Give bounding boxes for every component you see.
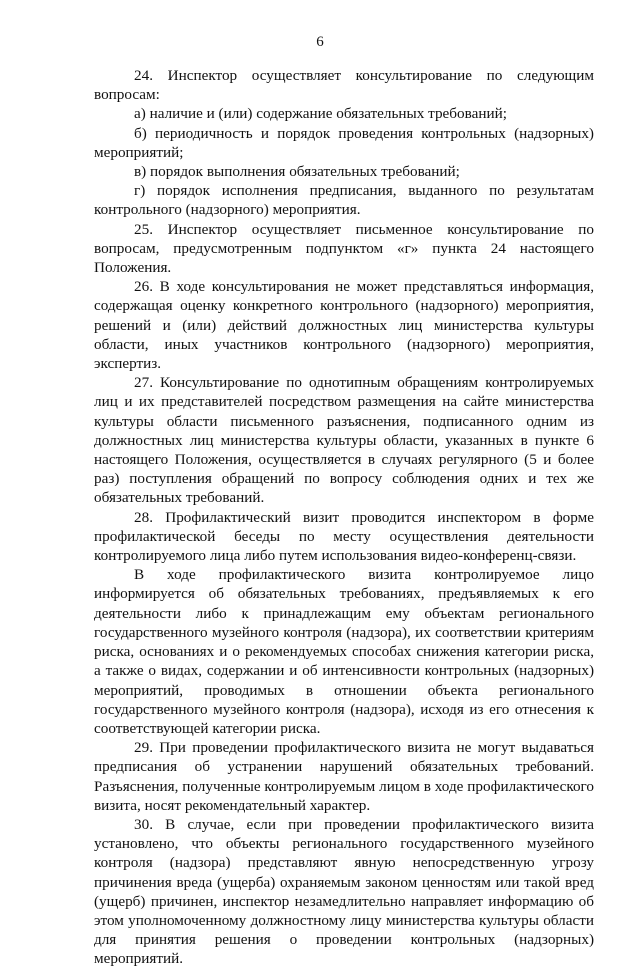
paragraph-26: 26. В ходе консультирования не может представляться информация, содержащая оценку конкретного контрольного (надзорного) мероприятия, решений и (или) действий должностных лиц министерства культуры области, иных участников контрольного (надзорного) мероприятия, экспертиз.	[94, 278, 594, 373]
paragraph-28-continued: В ходе профилактического визита контролируемое лицо информируется об обязательных требованиях, предъявляемых к его деятельности либо к принадлежащим ему объектам регионального государственного музейного контроля (надзора), их соответствии критериям риска, основаниях и о рекомендуемых способах снижения категории риска, а также о видах, содержании и об интенсивности контрольных (надзорных) мероприятий, проводимых в отношении объекта регионального государственного музейного контроля (надзора), исходя из его отнесения к соответствующей категории риска.	[94, 566, 594, 737]
paragraph-28: 28. Профилактический визит проводится инспектором в форме профилактической беседы по месту осуществления деятельности контролируемого лица либо путем использования видео-конференц-связи.	[94, 508, 594, 565]
paragraph-24a: а) наличие и (или) содержание обязательных требований;	[134, 105, 507, 123]
paragraph-24v: в) порядок выполнения обязательных требований;	[134, 163, 460, 181]
paragraph-30: 30. В случае, если при проведении профилактического визита установлено, что объекты регионального государственного музейного контроля (надзора) представляют явную непосредственную угрозу причинения вреда (ущерба) охраняемым законом ценностям или такой вред (ущерб) причинен, инспектор незамедлительно направляет информацию об этом уполномоченному должностному лицу министерства культуры области для принятия решения о проведении контрольных (надзорных) мероприятий.	[94, 815, 594, 968]
paragraph-27: 27. Консультирование по однотипным обращениям контролируемых лиц и их представителей посредством размещения на сайте министерства культуры области письменного разъяснения, подписанного одним из должностных лиц министерства культуры области, указанных в пункте 6 настоящего Положения, осуществляется в случаях регулярного (5 и более раз) поступления обращений по вопросу соблюдения одних и тех же обязательных требований.	[94, 374, 594, 507]
paragraph-29: 29. При проведении профилактического визита не могут выдаваться предписания об устранении нарушений обязательных требований. Разъяснения, полученные контролируемым лицом в ходе профилактического визита, носят рекомендательный характер.	[94, 739, 594, 814]
paragraph-24g: г) порядок исполнения предписания, выданного по результатам контрольного (надзорного) мероприятия.	[94, 182, 594, 219]
paragraph-24b: б) периодичность и порядок проведения контрольных (надзорных) мероприятий;	[94, 124, 594, 161]
paragraph-24: 24. Инспектор осуществляет консультирование по следующим вопросам:	[94, 67, 594, 104]
page-number: 6	[316, 34, 324, 50]
paragraph-25: 25. Инспектор осуществляет письменное консультирование по вопросам, предусмотренным подпунктом «г» пункта 24 настоящего Положения.	[94, 220, 594, 277]
document-body	[94, 66, 594, 969]
